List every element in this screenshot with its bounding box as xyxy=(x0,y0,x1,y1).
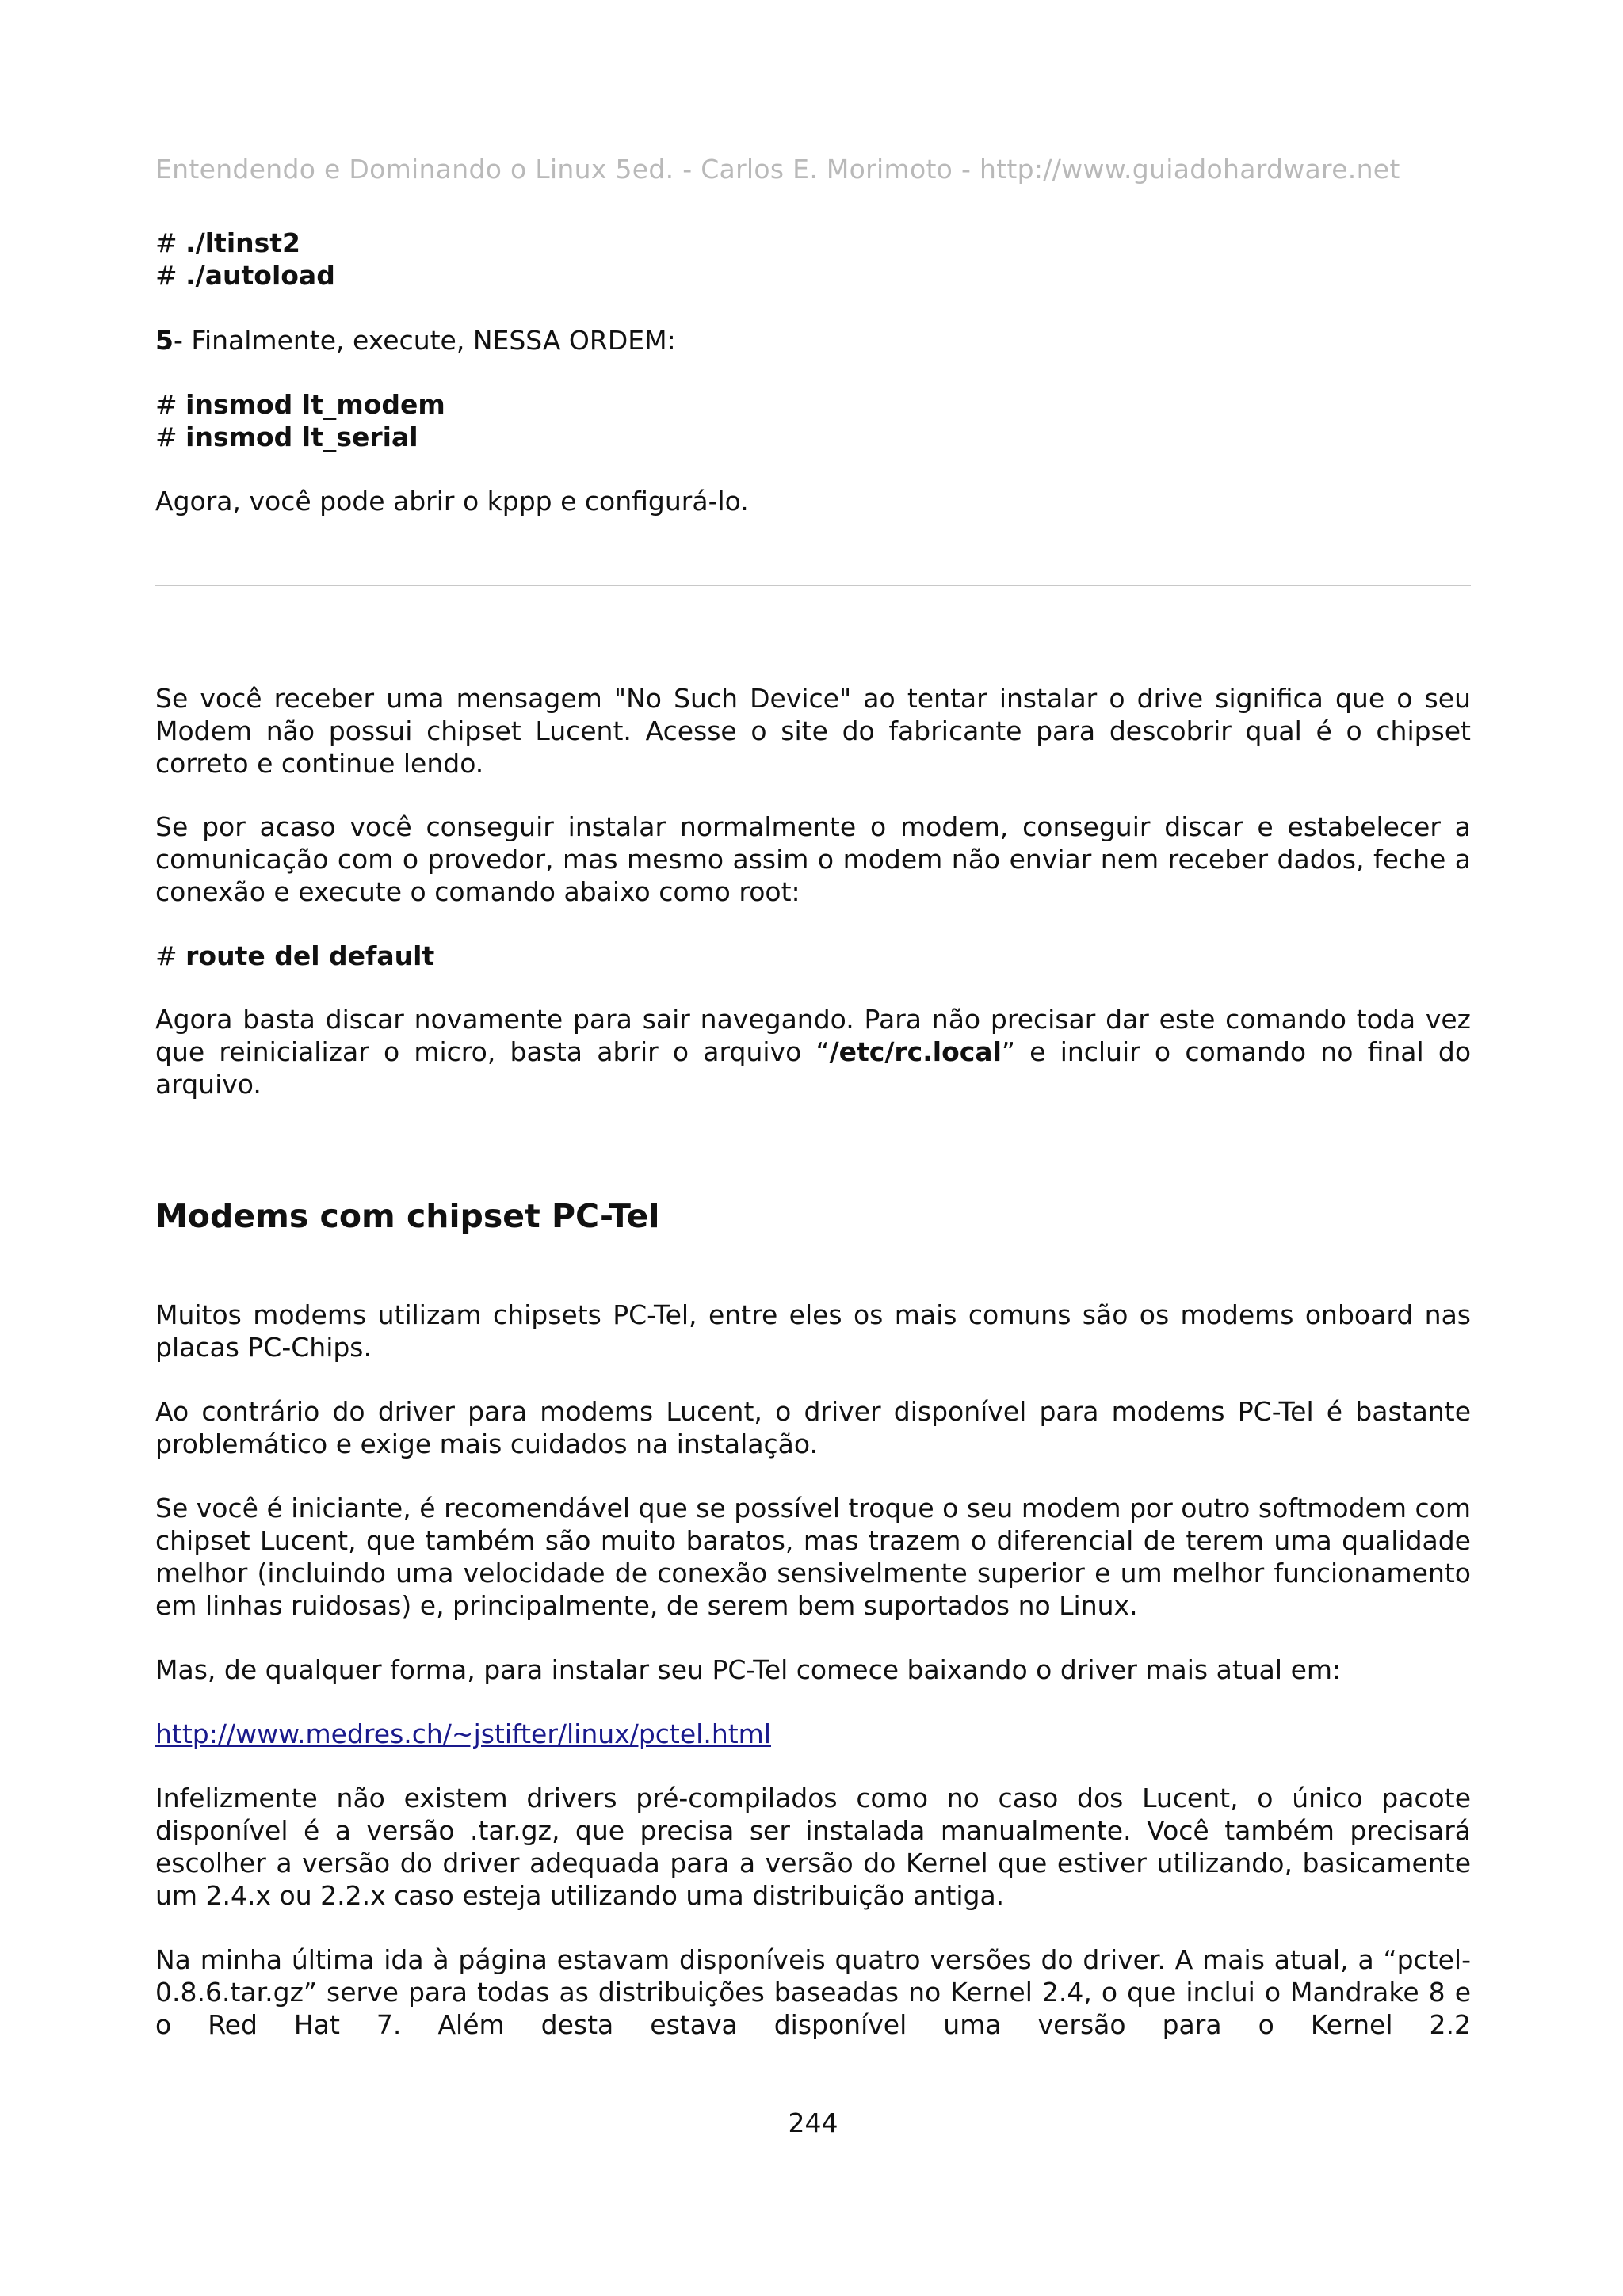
command-line xyxy=(155,227,1471,259)
command-block-route xyxy=(155,940,1471,972)
paragraph-rc-local xyxy=(155,1003,1471,1100)
rc-local-text-after: ” e incluir o comando no final do arquivo. xyxy=(155,1036,1472,1100)
prompt-symbol: # xyxy=(155,389,186,420)
command-text: ./ltinst2 xyxy=(185,227,300,258)
prompt-symbol: # xyxy=(155,260,186,291)
command-block-install xyxy=(155,227,1471,292)
command-text: insmod lt_modem xyxy=(185,389,445,420)
step-number: 5 xyxy=(155,325,174,356)
step-5-paragraph xyxy=(155,324,1471,357)
pctel-driver-link[interactable]: http://www.medres.ch/~jstifter/linux/pctel.html xyxy=(155,1718,771,1749)
page-number: 244 xyxy=(788,2107,838,2138)
paragraph-pctel-problem: Ao contrário do driver para modems Lucent, o driver disponível para modems PC-Tel é bastante problemático e exige mais cuidados na instalação. xyxy=(155,1396,1471,1459)
section-heading: Modems com chipset PC-Tel xyxy=(155,1197,660,1235)
command-block-insmod xyxy=(155,388,1471,453)
running-header: Entendendo e Dominando o Linux 5ed. - Carlos E. Morimoto - http://www.guiadohardware.net xyxy=(155,154,1400,185)
prompt-symbol: # xyxy=(155,227,186,258)
paragraph-kppp: Agora, você pode abrir o kppp e configurá-lo. xyxy=(155,486,749,517)
paragraph-versions: Na minha última ida à página estavam disponíveis quatro versões do driver. A mais atual, a “pctel-0.8.6.tar.gz” serve para todas as distribuições baseadas no Kernel 2.4, o que inclui o Mandrake 8 e o Red Hat 7. Além desta estava disponível uma versão para o Kernel 2.2 xyxy=(155,1944,1471,2040)
horizontal-divider xyxy=(155,585,1471,586)
paragraph-download: Mas, de qualquer forma, para instalar seu PC-Tel comece baixando o driver mais atual em: xyxy=(155,1654,1342,1685)
command-line xyxy=(155,259,1471,292)
paragraph-beginner-advice: Se você é iniciante, é recomendável que se possível troque o seu modem por outro softmodem com chipset Lucent, que também são muito baratos, mas trazem o diferencial de terem uma qualidade melhor (incluindo uma velocidade de conexão sensivelmente superior e um melhor funcionamento em linhas ruidosas) e, principalmente, de serem bem suportados no Linux. xyxy=(155,1493,1471,1621)
rc-local-filename: /etc/rc.local xyxy=(829,1036,1002,1067)
paragraph-no-binary: Infelizmente não existem drivers pré-compilados como no caso dos Lucent, o único pacote disponível é a versão .tar.gz, que precisa ser instalada manualmente. Você também precisará escolher a versão do driver adequada para a versão do Kernel que estiver utilizando, basicamente um 2.4.x ou 2.2.x caso esteja utilizando uma distribuição antiga. xyxy=(155,1783,1471,1911)
paragraph-route-intro: Se por acaso você conseguir instalar normalmente o modem, conseguir discar e estabelecer a comunicação com o provedor, mas mesmo assim o modem não enviar nem receber dados, feche a conexão e execute o comando abaixo como root: xyxy=(155,811,1471,907)
step-text: - Finalmente, execute, NESSA ORDEM: xyxy=(173,325,676,356)
command-line xyxy=(155,388,1471,421)
command-line xyxy=(155,940,1471,972)
command-text: route del default xyxy=(185,940,435,971)
paragraph-no-such-device: Se você receber uma mensagem "No Such Device" ao tentar instalar o drive significa que o seu Modem não possui chipset Lucent. Acesse o site do fabricante para descobrir qual é o chipset correto e continue lendo. xyxy=(155,683,1471,779)
command-line xyxy=(155,421,1471,453)
pctel-driver-link-line xyxy=(155,1718,1471,1750)
rc-local-text-before: Agora basta discar novamente para sair navegando. Para não precisar dar este comando toda vez que reinicializar o micro, basta abrir o arquivo “ xyxy=(155,1004,1471,1067)
prompt-symbol: # xyxy=(155,940,186,971)
command-text: insmod lt_serial xyxy=(185,421,418,452)
paragraph-pctel-common: Muitos modems utilizam chipsets PC-Tel, entre eles os mais comuns são os modems onboard nas placas PC-Chips. xyxy=(155,1299,1471,1363)
prompt-symbol: # xyxy=(155,421,186,452)
command-text: ./autoload xyxy=(185,260,335,291)
